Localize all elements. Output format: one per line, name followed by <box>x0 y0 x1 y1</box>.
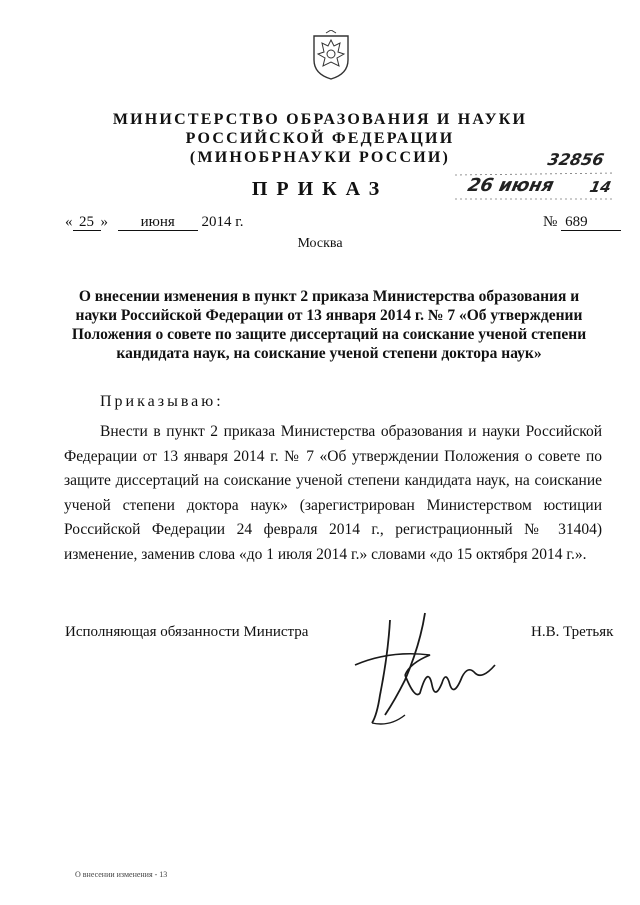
order-body-text: Внести в пункт 2 приказа Министерства образования и науки Российской Федерации от 13 января 2014 г. № 7 «Об утверждении Положения о совете по защите диссертаций на соискание ученой степени кандидата наук, на соискание ученой степени доктора наук» (зарегистрирован Министерством юстиции Российской Федерации 24 февраля 2014 г., регистрационный № 31404) изменение, заменив слова «до 1 июля 2014 г.» словами «до 15 октября 2014 г.». <box>64 423 602 563</box>
order-body <box>64 420 602 567</box>
document-type: ПРИКАЗ <box>251 178 389 200</box>
order-title: О внесении изменения в пункт 2 приказа Министерства образования и науки Российской Федерации от 13 января 2014 г. № 7 «Об утверждении Положения о совете по защите диссертаций на соискание ученой степени кандидата наук, на соискание ученой степени доктора наук» <box>71 288 587 362</box>
date-open-quote: « <box>65 214 73 230</box>
order-date <box>65 214 243 231</box>
number-prefix: № <box>543 214 558 230</box>
signatory-position: Исполняющая обязанности Министра <box>65 624 309 640</box>
date-close-quote: » <box>100 214 108 230</box>
registration-number: 32856 <box>545 150 606 169</box>
ministry-name-line2: РОССИЙСКОЙ ФЕДЕРАЦИИ <box>185 130 455 147</box>
date-year: 2014 г. <box>201 214 244 230</box>
date-day: 25 <box>73 215 101 231</box>
ministry-short-name: (МИНОБРНАУКИ РОССИИ) <box>189 149 451 166</box>
footer-text: О внесении изменения - 13 <box>75 870 168 879</box>
date-month: июня <box>118 215 198 231</box>
number-value: 689 <box>561 215 621 231</box>
stamp-lines <box>455 165 620 205</box>
registration-date: 26 июня <box>465 175 556 196</box>
city: Москва <box>297 236 343 251</box>
order-number <box>543 214 621 231</box>
order-word: Приказываю: <box>100 393 224 410</box>
handwritten-signature <box>350 605 500 735</box>
signatory-name: Н.В. Третьяк <box>531 624 614 640</box>
ministry-name-line1: МИНИСТЕРСТВО ОБРАЗОВАНИЯ И НАУКИ <box>112 111 528 128</box>
registration-year: 14 <box>588 178 613 196</box>
coat-of-arms-icon <box>310 30 352 80</box>
